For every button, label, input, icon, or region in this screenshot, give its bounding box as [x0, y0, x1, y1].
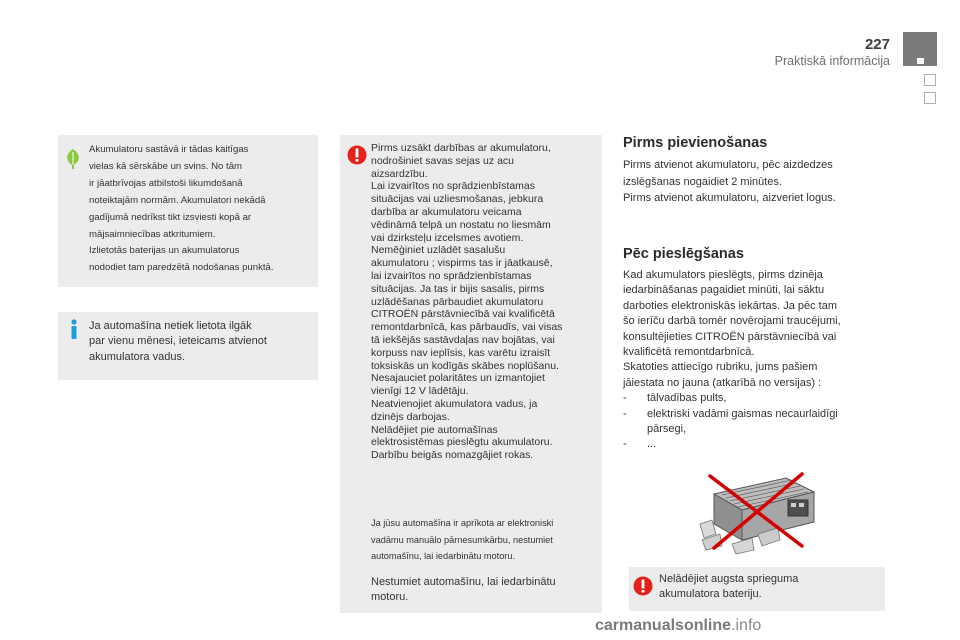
text-line: tā iekšējās sastāvdaļas nav bojātas, vai: [371, 333, 555, 346]
heading-before-connecting: Pirms pievienošanas: [623, 135, 768, 151]
text-line: par vienu mēnesi, ieteicams atvienot: [89, 335, 267, 348]
text-line: Ja jūsu automašīna ir aprīkota ar elektroniski: [371, 518, 554, 528]
text-line: Ja automašīna netiek lietota ilgāk: [89, 320, 252, 332]
text-line: Darbību beigās nomazgājiet rokas.: [371, 449, 534, 462]
text-line: situācijas. Ja tas ir bijis sasalis, pirms: [371, 282, 545, 295]
text-line: uzlādēšanas pārbaudiet akumulatoru: [371, 295, 544, 308]
exclamation-icon: [347, 144, 367, 166]
text-line: vadāmu manuālo pārnesumkārbu, nestumiet: [371, 534, 553, 545]
text-line: CITROËN pārstāvniecībā vai kvalificētā: [371, 308, 555, 321]
text-line: konsultējieties CITROËN pārstāvniecībā vai: [623, 330, 837, 343]
info-icon: [64, 318, 84, 340]
text-line: gadījumā nedrīkst tikt izsviesti kopā ar: [89, 211, 252, 223]
text-line: noteiktajām normām. Akumulatori nekādā: [89, 194, 266, 206]
paragraph-after-connecting: [623, 268, 883, 453]
text-line: Izlietotās baterijas un akumulatorus: [89, 245, 240, 257]
list-item: pārsegi,: [647, 423, 687, 436]
text-line: Skatoties attiecīgo rubriku, jums pašiem: [623, 361, 818, 374]
text-line: nodrošiniet savas sejas uz acu: [371, 154, 514, 167]
text-line: nododiet tam paredzētā nodošanas punktā.: [89, 262, 274, 274]
list-item: - elektriski vadāmi gaismas necaurlaidīgi: [623, 407, 838, 420]
text-line: Nemēģiniet uzlādēt sasalušu: [371, 244, 506, 257]
paragraph-before-connecting: [623, 157, 883, 207]
text-line: elektrosistēmas pieslēgtu akumulatoru.: [371, 436, 553, 449]
text-line: vēdināmā telpā un nostatu no liesmām: [371, 218, 551, 231]
reset-list: [623, 391, 883, 453]
text-line: korpuss nav ieplīsis, kas varētu izraisīt: [371, 346, 551, 359]
leaf-icon: [63, 148, 83, 170]
tab-square-2: [924, 92, 936, 104]
text-line: aizsardzību.: [371, 167, 428, 180]
text-line: vai dzirksteļu izcelsmes avotiem.: [371, 231, 524, 244]
text-line: akumulatoru ; vispirms tas ir jāatkausē,: [371, 257, 553, 270]
text-line: toksiskās un kodīgās skābes noplūšanu.: [371, 359, 559, 372]
text-line: šo ierīču darbā tomēr novērojami traucējumi,: [623, 315, 841, 328]
tab-square-1: [924, 74, 936, 86]
text-line: Nesajauciet polaritātes un izmantojiet: [371, 372, 545, 385]
list-item: - ...: [623, 438, 657, 451]
text-line: kvalificētā remontdarbnīcā.: [623, 346, 755, 359]
text-line: Nestumiet automašīnu, lai iedarbinātu: [371, 576, 556, 588]
text-line: Lai izvairītos no sprādzienbīstamas: [371, 180, 535, 193]
charging-warning-box: [629, 567, 885, 611]
text-line: remontdarbnīcā, kas pārbaudīs, vai visas: [371, 321, 563, 334]
text-line: Nelādējiet pie automašīnas: [371, 423, 498, 436]
text-line: situācijas vai uzliesmošanas, jebkura: [371, 193, 544, 206]
text-line: Neatvienojiet akumulatora vadus, ja: [371, 397, 538, 410]
page-number: 227: [864, 36, 890, 53]
text-line: darbība ar akumulatoru veicama: [371, 205, 522, 218]
section-tab[interactable]: [903, 32, 937, 66]
text-line: akumulatora bateriju.: [659, 588, 762, 601]
text-line: Pirms atvienot akumulatoru, pēc aizdedzes: [623, 159, 833, 171]
text-line: Pirms uzsākt darbības ar akumulatoru,: [371, 142, 551, 154]
section-title: Praktiskā informācija: [774, 54, 890, 68]
safety-warning-box: [340, 135, 602, 613]
exclamation-icon: [633, 575, 653, 597]
heading-after-connecting: Pēc pieslēgšanas: [623, 246, 744, 262]
watermark: carmanualsonline.info: [595, 617, 762, 634]
text-line: Akumulatoru sastāvā ir tādas kaitīgas: [89, 144, 249, 155]
info-note-box: [58, 312, 318, 380]
text-line: mājsaimniecības atkritumiem.: [89, 228, 216, 240]
environment-note-box: [58, 135, 318, 287]
tab-marker-icon: [917, 58, 924, 64]
hybrid-battery-illustration: [692, 464, 832, 556]
text-line: Pirms atvienot akumulatoru, aizveriet logus.: [623, 192, 836, 204]
text-line: iedarbināšanas pagaidiet minūti, lai sāktu: [623, 284, 825, 297]
text-line: izslēgšanas nogaidiet 2 minūtes.: [623, 175, 782, 188]
list-item: - tālvadības pults,: [623, 392, 727, 405]
text-line: jāiestata no jauna (atkarībā no versijas) :: [623, 376, 822, 389]
text-line: ir jāatbrīvojas atbilstoši likumdošanā: [89, 177, 243, 189]
text-line: motoru.: [371, 591, 409, 604]
text-line: akumulatora vadus.: [89, 350, 185, 363]
text-line: automašīnu, lai iedarbinātu motoru.: [371, 551, 516, 561]
text-line: Nelādējiet augsta sprieguma: [659, 573, 799, 585]
text-line: Kad akumulators pieslēgts, pirms dzinēja: [623, 269, 823, 281]
text-line: lai izvairītos no sprādzienbīstamas: [371, 269, 532, 282]
text-line: dzinējs darbojas.: [371, 410, 450, 423]
text-line: darboties elektroniskās iekārtas. Ja pēc tam: [623, 299, 837, 312]
text-line: vielas kā sērskābe un svins. No tām: [89, 160, 243, 172]
text-line: vienīgi 12 V lādētāju.: [371, 385, 469, 398]
